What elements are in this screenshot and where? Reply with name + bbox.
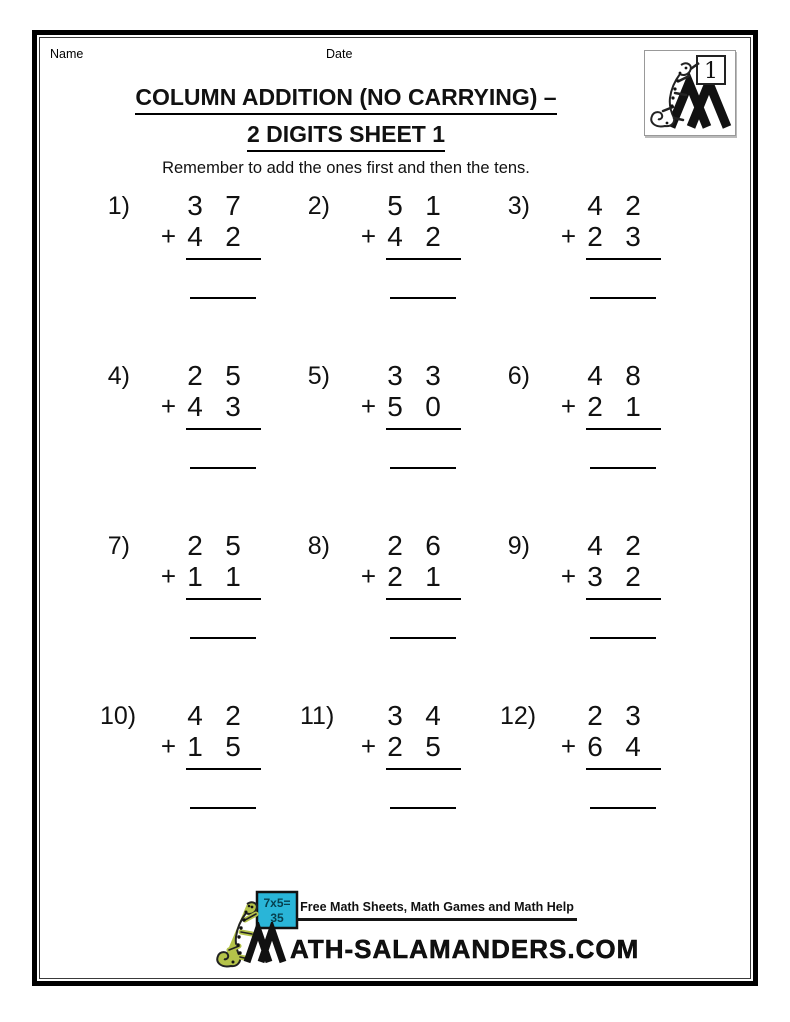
answer-line (190, 297, 256, 299)
corner-badge-art (645, 51, 735, 135)
top-addend (332, 190, 461, 221)
top-ones-digit: 1 (425, 190, 441, 221)
addend-underline (186, 768, 261, 770)
top-tens-digit: 5 (387, 190, 403, 221)
operator-spacer (132, 530, 176, 561)
top-ones-digit: 4 (425, 700, 441, 731)
bottom-ones-digit: 1 (625, 391, 641, 422)
problem-number: 12) (500, 702, 537, 730)
bottom-tens-digit: 4 (187, 221, 203, 252)
bottom-tens-digit: 5 (387, 391, 403, 422)
bottom-addend (132, 391, 261, 422)
addition-problem (300, 530, 500, 700)
top-tens-digit: 4 (587, 190, 603, 221)
addition-problem (300, 360, 500, 530)
top-tens-digit: 4 (587, 360, 603, 391)
problem-number: 8) (307, 532, 330, 560)
top-addend (132, 700, 261, 731)
bottom-tens-digit: 2 (587, 221, 603, 252)
top-ones-digit: 2 (225, 700, 241, 731)
letter-m-icon (243, 922, 289, 964)
top-ones-digit: 5 (225, 360, 241, 391)
top-tens-digit: 2 (587, 700, 603, 731)
addend-underline (186, 428, 261, 430)
corner-badge (644, 50, 736, 136)
operator-spacer (332, 360, 376, 391)
answer-line (190, 467, 256, 469)
answer-line (590, 807, 656, 809)
operator-spacer (532, 190, 576, 221)
bottom-ones-digit: 3 (625, 221, 641, 252)
answer-line (390, 637, 456, 639)
bottom-tens-digit: 2 (587, 391, 603, 422)
problem-number: 7) (107, 532, 130, 560)
board-equation-line2: 35 (270, 911, 284, 925)
top-ones-digit: 8 (625, 360, 641, 391)
addend-underline (186, 258, 261, 260)
problems-grid (100, 190, 720, 870)
page-title-line2: 2 DIGITS SHEET 1 (40, 119, 652, 152)
plus-operator: + (560, 561, 576, 591)
bottom-addend (532, 731, 661, 762)
date-label: Date (326, 47, 353, 61)
top-addend (332, 530, 461, 561)
answer-line (190, 807, 256, 809)
page-title-line1: COLUMN ADDITION (NO CARRYING) – (40, 82, 652, 115)
addend-underline (586, 428, 661, 430)
footer-logo (213, 888, 640, 976)
plus-operator: + (160, 731, 176, 761)
top-tens-digit: 2 (187, 530, 203, 561)
problem-number: 6) (507, 362, 530, 390)
bottom-tens-digit: 4 (387, 221, 403, 252)
title-block (40, 82, 652, 178)
problem-number: 4) (107, 362, 130, 390)
instruction-text: Remember to add the ones first and then the tens. (162, 159, 530, 177)
top-ones-digit: 5 (225, 530, 241, 561)
bottom-ones-digit: 1 (425, 561, 441, 592)
plus-operator: + (360, 221, 376, 251)
operator-spacer (132, 360, 176, 391)
bottom-ones-digit: 5 (225, 731, 241, 762)
answer-line (190, 637, 256, 639)
addend-underline (386, 768, 461, 770)
addition-problem (500, 360, 700, 530)
addend-underline (586, 768, 661, 770)
problem-number: 1) (107, 192, 130, 220)
bottom-tens-digit: 6 (587, 731, 603, 762)
top-addend (532, 530, 661, 561)
top-addend (132, 190, 261, 221)
plus-operator: + (160, 221, 176, 251)
answer-line (390, 297, 456, 299)
addend-underline (586, 258, 661, 260)
bottom-ones-digit: 4 (625, 731, 641, 762)
answer-line (390, 807, 456, 809)
top-addend (332, 700, 461, 731)
addend-underline (386, 598, 461, 600)
bottom-ones-digit: 2 (625, 561, 641, 592)
operator-spacer (532, 530, 576, 561)
top-ones-digit: 3 (625, 700, 641, 731)
top-ones-digit: 2 (625, 190, 641, 221)
bottom-addend (332, 391, 461, 422)
sheet-number: 1 (704, 59, 718, 84)
bottom-ones-digit: 0 (425, 391, 441, 422)
answer-line (390, 467, 456, 469)
plus-operator: + (360, 731, 376, 761)
plus-operator: + (360, 561, 376, 591)
bottom-tens-digit: 4 (187, 391, 203, 422)
top-tens-digit: 3 (387, 360, 403, 391)
problem-number: 5) (307, 362, 330, 390)
bottom-addend (532, 561, 661, 592)
addition-problem (500, 700, 700, 870)
operator-spacer (132, 190, 176, 221)
addend-underline (386, 428, 461, 430)
plus-operator: + (560, 731, 576, 761)
bottom-addend (132, 731, 261, 762)
addition-problem (300, 700, 500, 870)
plus-operator: + (560, 391, 576, 421)
operator-spacer (332, 700, 376, 731)
operator-spacer (332, 530, 376, 561)
bottom-addend (132, 561, 261, 592)
top-tens-digit: 3 (187, 190, 203, 221)
board-equation-line1: 7x5= (263, 896, 291, 910)
addend-underline (386, 258, 461, 260)
top-addend (532, 700, 661, 731)
sheet-number-card (697, 56, 725, 84)
addend-underline (586, 598, 661, 600)
top-addend (132, 530, 261, 561)
bottom-addend (532, 391, 661, 422)
bottom-ones-digit: 2 (425, 221, 441, 252)
salamander-icon (651, 63, 691, 126)
top-addend (532, 190, 661, 221)
top-addend (332, 360, 461, 391)
bottom-addend (332, 561, 461, 592)
bottom-tens-digit: 2 (387, 731, 403, 762)
bottom-addend (532, 221, 661, 252)
addition-problem (100, 700, 300, 870)
bottom-addend (332, 221, 461, 252)
addition-problem (500, 530, 700, 700)
worksheet-page (32, 30, 758, 986)
problem-number: 10) (100, 702, 137, 730)
bottom-tens-digit: 2 (387, 561, 403, 592)
problem-number: 11) (300, 702, 335, 730)
addition-problem (500, 190, 700, 360)
bottom-ones-digit: 2 (225, 221, 241, 252)
answer-line (590, 637, 656, 639)
top-tens-digit: 2 (387, 530, 403, 561)
bottom-addend (332, 731, 461, 762)
operator-spacer (332, 190, 376, 221)
top-tens-digit: 4 (187, 700, 203, 731)
addition-problem (100, 360, 300, 530)
name-label: Name (50, 47, 84, 61)
top-tens-digit: 2 (187, 360, 203, 391)
bottom-ones-digit: 1 (225, 561, 241, 592)
top-ones-digit: 2 (625, 530, 641, 561)
problem-number: 2) (307, 192, 330, 220)
addition-problem (100, 530, 300, 700)
addend-underline (186, 598, 261, 600)
top-addend (132, 360, 261, 391)
plus-operator: + (560, 221, 576, 251)
site-name-text: ATH-SALAMANDERS.COM (290, 934, 640, 964)
bottom-ones-digit: 3 (225, 391, 241, 422)
bottom-addend (132, 221, 261, 252)
problem-number: 3) (507, 192, 530, 220)
answer-line (590, 467, 656, 469)
bottom-tens-digit: 1 (187, 561, 203, 592)
worksheet-content (39, 37, 751, 979)
bottom-tens-digit: 3 (587, 561, 603, 592)
answer-line (590, 297, 656, 299)
top-ones-digit: 3 (425, 360, 441, 391)
operator-spacer (132, 700, 176, 731)
footer-divider (297, 918, 577, 921)
plus-operator: + (160, 561, 176, 591)
plus-operator: + (360, 391, 376, 421)
top-addend (532, 360, 661, 391)
bottom-ones-digit: 5 (425, 731, 441, 762)
problem-number: 9) (507, 532, 530, 560)
plus-operator: + (160, 391, 176, 421)
top-ones-digit: 6 (425, 530, 441, 561)
top-tens-digit: 4 (587, 530, 603, 561)
site-name (243, 922, 639, 964)
addition-problem (300, 190, 500, 360)
footer-tagline: Free Math Sheets, Math Games and Math Help (300, 900, 574, 914)
operator-spacer (532, 700, 576, 731)
top-tens-digit: 3 (387, 700, 403, 731)
addition-problem (100, 190, 300, 360)
bottom-tens-digit: 1 (187, 731, 203, 762)
top-ones-digit: 7 (225, 190, 241, 221)
operator-spacer (532, 360, 576, 391)
